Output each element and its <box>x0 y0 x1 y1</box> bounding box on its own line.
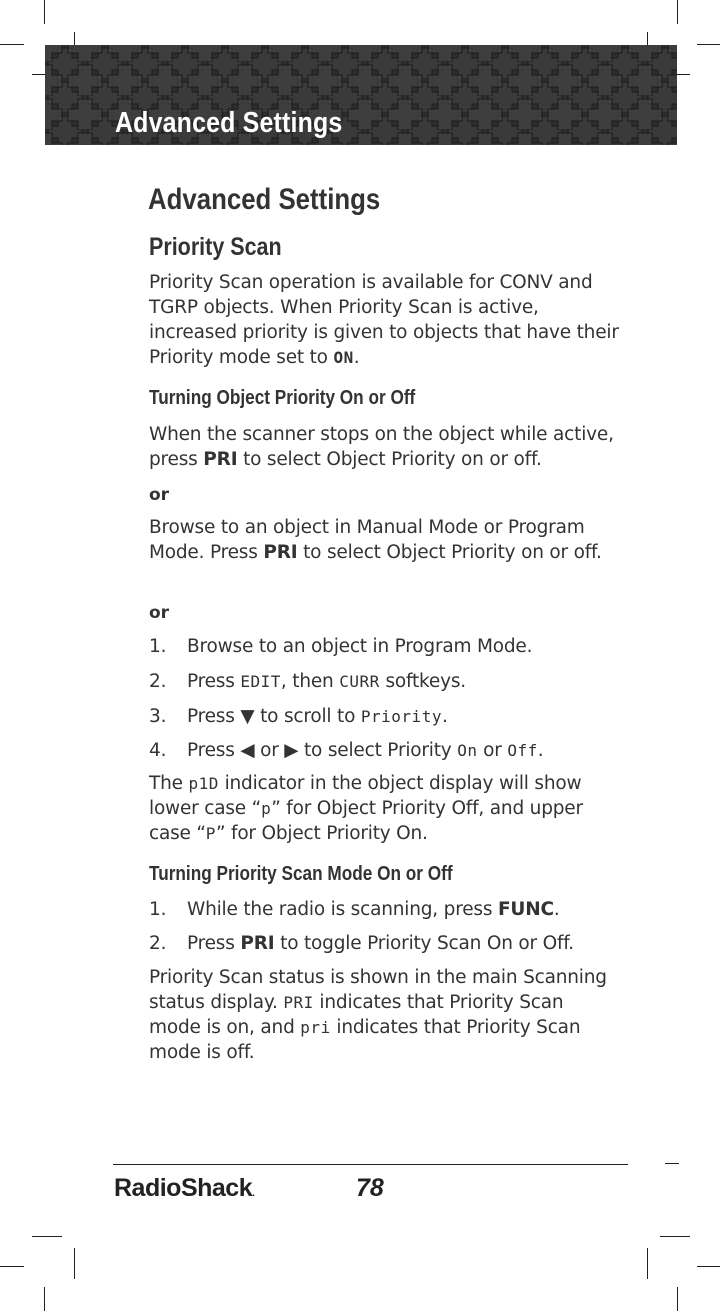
step-number: 2. <box>149 671 167 692</box>
lcd-lower-p: p <box>261 799 272 818</box>
text: ” for Object Priority Off, and upper case “ <box>149 798 583 844</box>
key-pri: PRI <box>263 542 298 563</box>
text: When the scanner stops on the object while active, press <box>149 424 614 470</box>
step-text: to select Priority <box>298 740 458 761</box>
step-text: . <box>537 740 544 761</box>
header-banner <box>45 45 677 145</box>
text: Browse to an object in Manual Mode or Program Mode. Press <box>149 517 585 563</box>
crop-mark <box>0 44 24 45</box>
footer-divider <box>113 1164 628 1165</box>
step-number: 1. <box>149 899 167 920</box>
section-title: Priority Scan <box>149 233 282 261</box>
list-item <box>149 704 448 729</box>
intro-paragraph <box>149 270 619 370</box>
step-text: to toggle Priority Scan On or Off. <box>274 933 574 954</box>
text: indicator in the object display will show lower case “ <box>149 773 582 819</box>
radioshack-logo <box>114 1174 254 1203</box>
text: to select Object Priority on or off. <box>297 542 602 563</box>
step-text: softkeys. <box>379 671 466 692</box>
lcd-curr: CURR <box>339 672 380 691</box>
step-text: to scroll to <box>254 706 361 727</box>
step-text: Press <box>187 706 241 727</box>
left-arrow-icon: ◀ <box>240 740 255 761</box>
step-text: , then <box>280 671 340 692</box>
logo-text: RadioShack <box>114 1174 253 1202</box>
step-text: Press <box>187 933 241 954</box>
page-number: 78 <box>356 1174 384 1202</box>
list-item <box>149 738 543 763</box>
key-pri: PRI <box>203 449 238 470</box>
text: The <box>149 773 189 794</box>
logo-dot: . <box>252 1188 255 1199</box>
list-item <box>149 669 466 694</box>
subsection-title-object-priority: Turning Object Priority On or Off <box>149 387 416 409</box>
paragraph-status <box>149 965 619 1065</box>
text: ” for Object Priority On. <box>215 823 428 844</box>
step-text: While the radio is scanning, press <box>187 899 498 920</box>
lcd-pri-upper: PRI <box>283 993 314 1012</box>
or-label: or <box>149 603 170 623</box>
text: indicates that Priority Scan mode is off. <box>149 1017 581 1063</box>
list-item <box>149 897 560 922</box>
key-pri: PRI <box>240 933 275 954</box>
footer-dash <box>665 1163 679 1164</box>
step-number: 2. <box>149 933 167 954</box>
lcd-priority: Priority <box>360 707 442 726</box>
intro-text-end: . <box>353 347 360 368</box>
step-text: Press <box>187 740 241 761</box>
text: Priority Scan status is shown in the main Scanning status display. <box>149 967 607 1013</box>
step-number: 4. <box>149 740 167 761</box>
crop-mark <box>32 1236 62 1237</box>
step-text: . <box>553 899 560 920</box>
key-func: FUNC <box>497 899 554 920</box>
crop-mark <box>677 0 678 24</box>
step-number: 1. <box>149 636 167 657</box>
crop-mark <box>697 44 720 45</box>
banner-title: Advanced Settings <box>115 107 343 139</box>
lcd-on: On <box>457 741 478 760</box>
crop-mark <box>647 1248 648 1279</box>
text: to select Object Priority on or off. <box>237 449 542 470</box>
crop-mark <box>44 1287 45 1311</box>
step-text: . <box>441 706 448 727</box>
lcd-pri-lower: pri <box>300 1018 331 1037</box>
crop-mark <box>44 0 45 24</box>
crop-mark <box>660 1236 690 1237</box>
crop-mark <box>0 1266 24 1267</box>
list-item <box>149 931 574 956</box>
paragraph-browse <box>149 515 619 565</box>
step-text: Browse to an object in Program Mode. <box>187 636 533 657</box>
paragraph-indicator <box>149 771 619 846</box>
crop-mark <box>74 1248 75 1279</box>
right-arrow-icon: ▶ <box>284 740 299 761</box>
lcd-p1d: p1D <box>188 774 219 793</box>
step-text: Press <box>187 671 241 692</box>
lcd-off: Off <box>507 741 538 760</box>
step-number: 3. <box>149 706 167 727</box>
lcd-text: ON <box>333 348 354 367</box>
crop-mark <box>697 1266 720 1267</box>
lcd-upper-p: P <box>205 824 216 843</box>
step-text: or <box>254 740 285 761</box>
lcd-edit: EDIT <box>240 672 281 691</box>
down-arrow-icon: ▼ <box>240 706 255 727</box>
list-item <box>149 634 532 659</box>
text: indicates that Priority Scan mode is on, and <box>149 992 564 1038</box>
page-heading: Advanced Settings <box>148 183 381 216</box>
subsection-title-priority-scan-mode: Turning Priority Scan Mode On or Off <box>149 863 453 885</box>
step-text: or <box>477 740 508 761</box>
or-label: or <box>149 485 170 505</box>
intro-text: Priority Scan operation is available for CONV and TGRP objects. When Priority Scan is active, increased priority is given to objects that have their Priority mode set to <box>149 272 619 368</box>
crop-mark <box>677 1287 678 1311</box>
paragraph-press-pri <box>149 422 619 472</box>
